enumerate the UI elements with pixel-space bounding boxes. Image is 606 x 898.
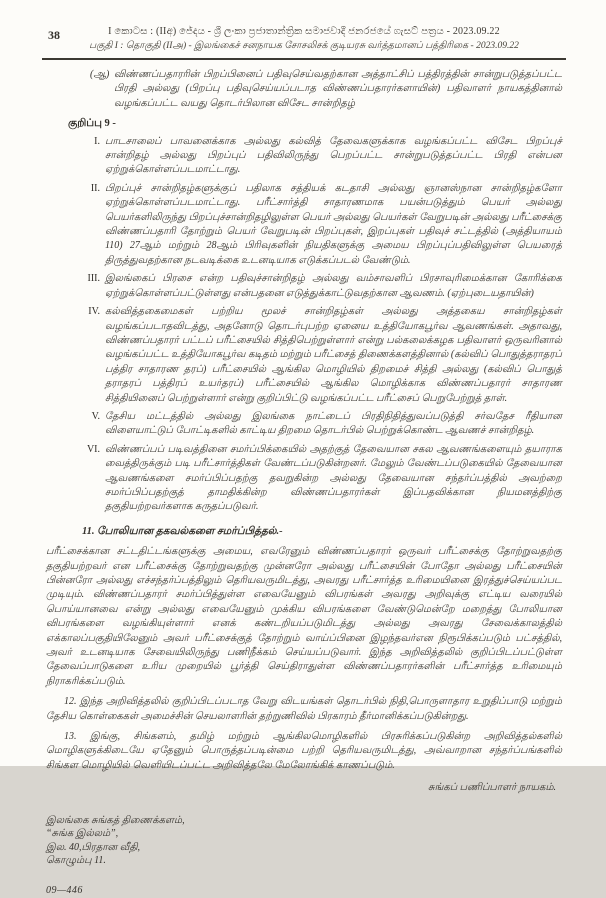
note-text: தேசிய மட்டத்தில் அல்லது இலங்கை நாட்டைப் பிரதிநிதித்துவப்படுத்தி சர்வதேச ரீதியான விளையாட்டுப் போட்டிகளில் காட்டிய திறமை தொடர்பில் பெற்றுக்கொண்ட ஆவணச் சான்றிதழ்.	[105, 410, 562, 437]
clause-aa-text: விண்ணப்பதாரரின் பிறப்பினைப் பதிவுசெய்வதற்கான அத்தாட்சிப் பத்திரத்தின் சான்றுபடுத்தப்பட்ட பிரதி அல்லது (பிறப்பு பதிவுசெய்யப்படாத விண்ணப்பதாரர்களாயின்) பதிவாளர் நாயகத்தினால் வழங்கப்பட்ட வயது தொடர்பிலான விசேட சான்றிதழ்	[114, 69, 562, 109]
note-text: இலங்கைப் பிரசை என்ற பதிவுச்சான்றிதழ் அல்லது வம்சாவளிப் பிரசாவுரிமைக்கான கோரிக்கை ஏற்றுக்கொள்ளப்பட்டுள்ளது என்பதனை எடுத்துக்காட்டுவதற்கான ஆவணம். (ஏற்புடையதாயின்)	[105, 273, 562, 299]
paragraph-13: 13. இங்கு, சிங்களம், தமிழ் மற்றும் ஆங்கிலமொழிகளில் பிரசுரிக்கப்படுகின்ற அறிவித்தல்களில் மொழிகளுக்கிடையே ஏதேனும் பொருத்தப்படின்மை பற்றி தெரியவருமிடத்து, அவ்வாறான சந்தர்ப்பங்களில் சிங்கள மொழியில் வெளியிடப்பட்ட அறிவித்தலே மேலோங்கிக் காணப்படும்.	[46, 731, 562, 771]
note-numeral: III.	[87, 273, 100, 285]
address-block	[46, 814, 562, 868]
address-line-4: கொழும்பு 11.	[46, 855, 106, 867]
note-numeral: IV.	[88, 306, 100, 318]
note-text: விண்ணப்பப் படிவத்தினை சமர்ப்பிக்கையில் அதற்குத் தேவையான சகல ஆவணங்களையும் தயாராக வைத்திருக்கும் படி பரீட்சார்த்திகள் வேண்டப்படுகின்றனர். மேலும் வேண்டப்படுகையில் தேவையான ஆவணங்களை சமர்ப்பிப்பதற்கு தவறுகின்ற அல்லது தேவையான சந்தர்ப்பத்தில் அவற்றை சமர்ப்பிப்பதற்குத் தாமதிக்கின்ற விண்ணப்பதாரர்கள் இப்பதவிக்கான நியமனத்திற்கு தகுதியற்றவர்களாக கருதப்படுவர்.	[105, 443, 562, 513]
note-item-4	[66, 305, 562, 406]
note-item-1	[66, 135, 562, 178]
header-line-sinhala: I කොටස : (IIඅ) ජේදය - ශ්‍රී ලංකා ප්‍රජාතාන්ත්‍රික සමාජවාදී ජනරජයේ ගැසට් පත්‍රය - 2023.09.22	[108, 26, 500, 37]
address-line-1: இலங்கை சுங்கத் திணைக்களம்,	[46, 814, 185, 826]
note-9-heading: குறிப்பு 9 -	[68, 118, 116, 130]
signature-line: சுங்கப் பணிப்பாளர் நாயகம்.	[428, 782, 556, 794]
paragraph-12: 12. இந்த அறிவித்தலில் குறிப்பிடப்படாத வேறு விடயங்கள் தொடர்பில் நிதி,பொருளாதார உறுதிப்பாடு மற்றும் தேசிய கொள்கைகள் அமைச்சின் செயலாளரின் தற்றுணிவில் பிரகாரம் தீர்மானிக்கப்படுகின்றது.	[46, 696, 562, 722]
note-text: பிறப்புச் சான்றிதழ்களுக்குப் பதிலாக சத்தியக் கடதாசி அல்லது ஞானஸ்நான சான்றிதழ்களோ ஏற்றுக்கொள்ளப்படமாட்டாது. பரீட்சார்த்தி சாதாரணமாக பயன்படுத்தும் பெயர் அல்லது பெயர்களிலிருந்து பிறப்புச்சான்றிதழிலுள்ள பெயர் அல்லது பெயர்கள் வேறுபடின் அல்லது பரீட்சைக்கு விண்ணப்பதாரி தோற்றும் பெயர் வேறுபடின் பிறப்புகள், இறப்புகள் பதிவுச் சட்டத்தில் (அத்தியாயம் 110) 27ஆம் மற்றும் 28ஆம் பிரிவுகளின் நியதிகளுக்கு அமைய பிறப்புப்பதிவிலுள்ள பெயரைத் திருத்துவதற்கான நடவடிக்கை உடனடியாக எடுக்கப்படல் வேண்டும்.	[105, 182, 562, 266]
note-item-3	[66, 272, 562, 301]
note-numeral: II.	[90, 182, 100, 194]
page-header	[46, 26, 562, 52]
document-body	[46, 68, 562, 898]
note-numeral: V.	[91, 410, 100, 422]
header-rule	[42, 58, 566, 60]
section-11-heading: 11. போலியான தகவல்களை சமர்ப்பித்தல்.-	[82, 525, 283, 537]
clause-aa	[90, 68, 562, 111]
note-item-2	[66, 182, 562, 268]
header-line-tamil: பகுதி I : தொகுதி (IIஅ) - இலங்கைச் சனநாயக சோசலிசக் குடியரசு வர்த்தமானப் பத்திரிகை - 2023.09.22	[89, 41, 519, 51]
note-item-6	[66, 443, 562, 515]
header-title-block	[46, 26, 562, 52]
section-11-body: பரீட்சைக்கான சட்டதிட்டங்களுக்கு அமைய, எவரேனும் விண்ணப்பதாரர் ஒருவர் பரீட்சைக்கு தோற்றுவதற்கு தகுதியற்றவர் என பரீட்சைக்கு தோற்றுவதற்கு முன்னரோ அல்லது பரீட்சையின் போதோ அல்லது பரீட்சையின் பின்னரோ அல்லது எச்சந்தர்ப்பத்திலும் தெரியவருமிடத்து, அவரது பரீட்சார்த்த உரிமையினை இரத்துச்செய்யப்பட முடியும். விண்ணப்பதாரர் சமர்ப்பித்துள்ள எவையேனும் விபரங்கள் அவரது அறிவுக்கு எட்டிய வரையில் பொய்யானவை என்று அல்லது எவையேனும் முக்கிய விபரங்களை வேண்டுமென்றே மறைத்து போலியான விபரங்களை வழங்கியுள்ளார் எனக் கண்டறியப்படுமிடத்து அல்லது அவரது சேவைக்காலத்தில் எக்காலப்பகுதியிலேனும் அவர் பரீட்சைக்குத் தோற்றும் வாய்ப்பினை இழந்தவர்என நிரூபிக்கப்படும் பட்சத்தில், அவர் உடனடியாக சேவையிலிருந்து பணிநீக்கம் செய்யப்படுவார். இந்த அறிவித்தலில் குறிப்பிடப்பட்டுள்ள தேவைப்பாடுகளை உரிய முறையில் பூர்த்தி செய்திராதுள்ள விண்ணப்பதாரர்களின் பரீட்சார்த்த உரிமையும் நிராகரிக்கப்படும்.	[46, 546, 562, 687]
address-line-2: “சுங்க இல்லம்”,	[46, 828, 119, 840]
footer-code: 09—446	[46, 884, 83, 896]
note-item-5	[66, 410, 562, 439]
note-numeral: I.	[94, 135, 100, 147]
note-text: பாடசாலைப் பாவனைக்காக அல்லது கல்வித் தேவைகளுக்காக வழங்கப்பட்ட விசேட பிறப்புச் சான்றிதழ் அல்லது பிறப்புப் பதிவிலிருந்து பெறப்பட்ட சான்றுபடுத்தப்பட்ட பிரதி என்பன ஏற்றுக்கொள்ளப்படமாட்டாது.	[105, 135, 562, 176]
note-numeral: VI.	[86, 443, 100, 455]
note-text: கல்வித்தகைமைகள் பற்றிய மூலச் சான்றிதழ்கள் அல்லது அத்தகைய சான்றிதழ்கள் வழங்கப்படாதவிடத்து, அதனோடு தொடர்புபற்ற ஏனைய உத்தியோகபூர்வ ஆவணங்கள். அதாவது, விண்ணப்பதாரர் பட்டப் பரீட்சையில் சித்திபெற்றுள்ளார் என்று பல்கலைக்கழக பதிவாளர் ஒருவரினால் வழங்கப்பட்ட உத்தியோகபூர்வ கடிதம் மற்றும் பரீட்சைத் திணைக்களத்தினால் (கல்விப் பொதுத்தராதரப் பத்திர சாதாரண தரப்) பரீட்சையில் ஆங்கில மொழியில் திறமைச் சித்தி அல்லது (கல்விப் பொதுத் தராதரப் பத்திரப் உயர்தரப்) பரீட்சையில் ஆங்கில மொழிக்காக விண்ணப்பதாரர் சாதாரண சித்தியினைப் பெற்றுள்ளார் என்று குறிப்பிட்டு வழங்கப்பட்ட பரீட்சைப் பெறுபேற்றுத் தாள்.	[105, 306, 562, 404]
page-number: 38	[48, 28, 60, 42]
clause-aa-label: (ஆ)	[90, 69, 110, 80]
address-line-3: இல. 40,பிரதான வீதி,	[46, 841, 141, 853]
